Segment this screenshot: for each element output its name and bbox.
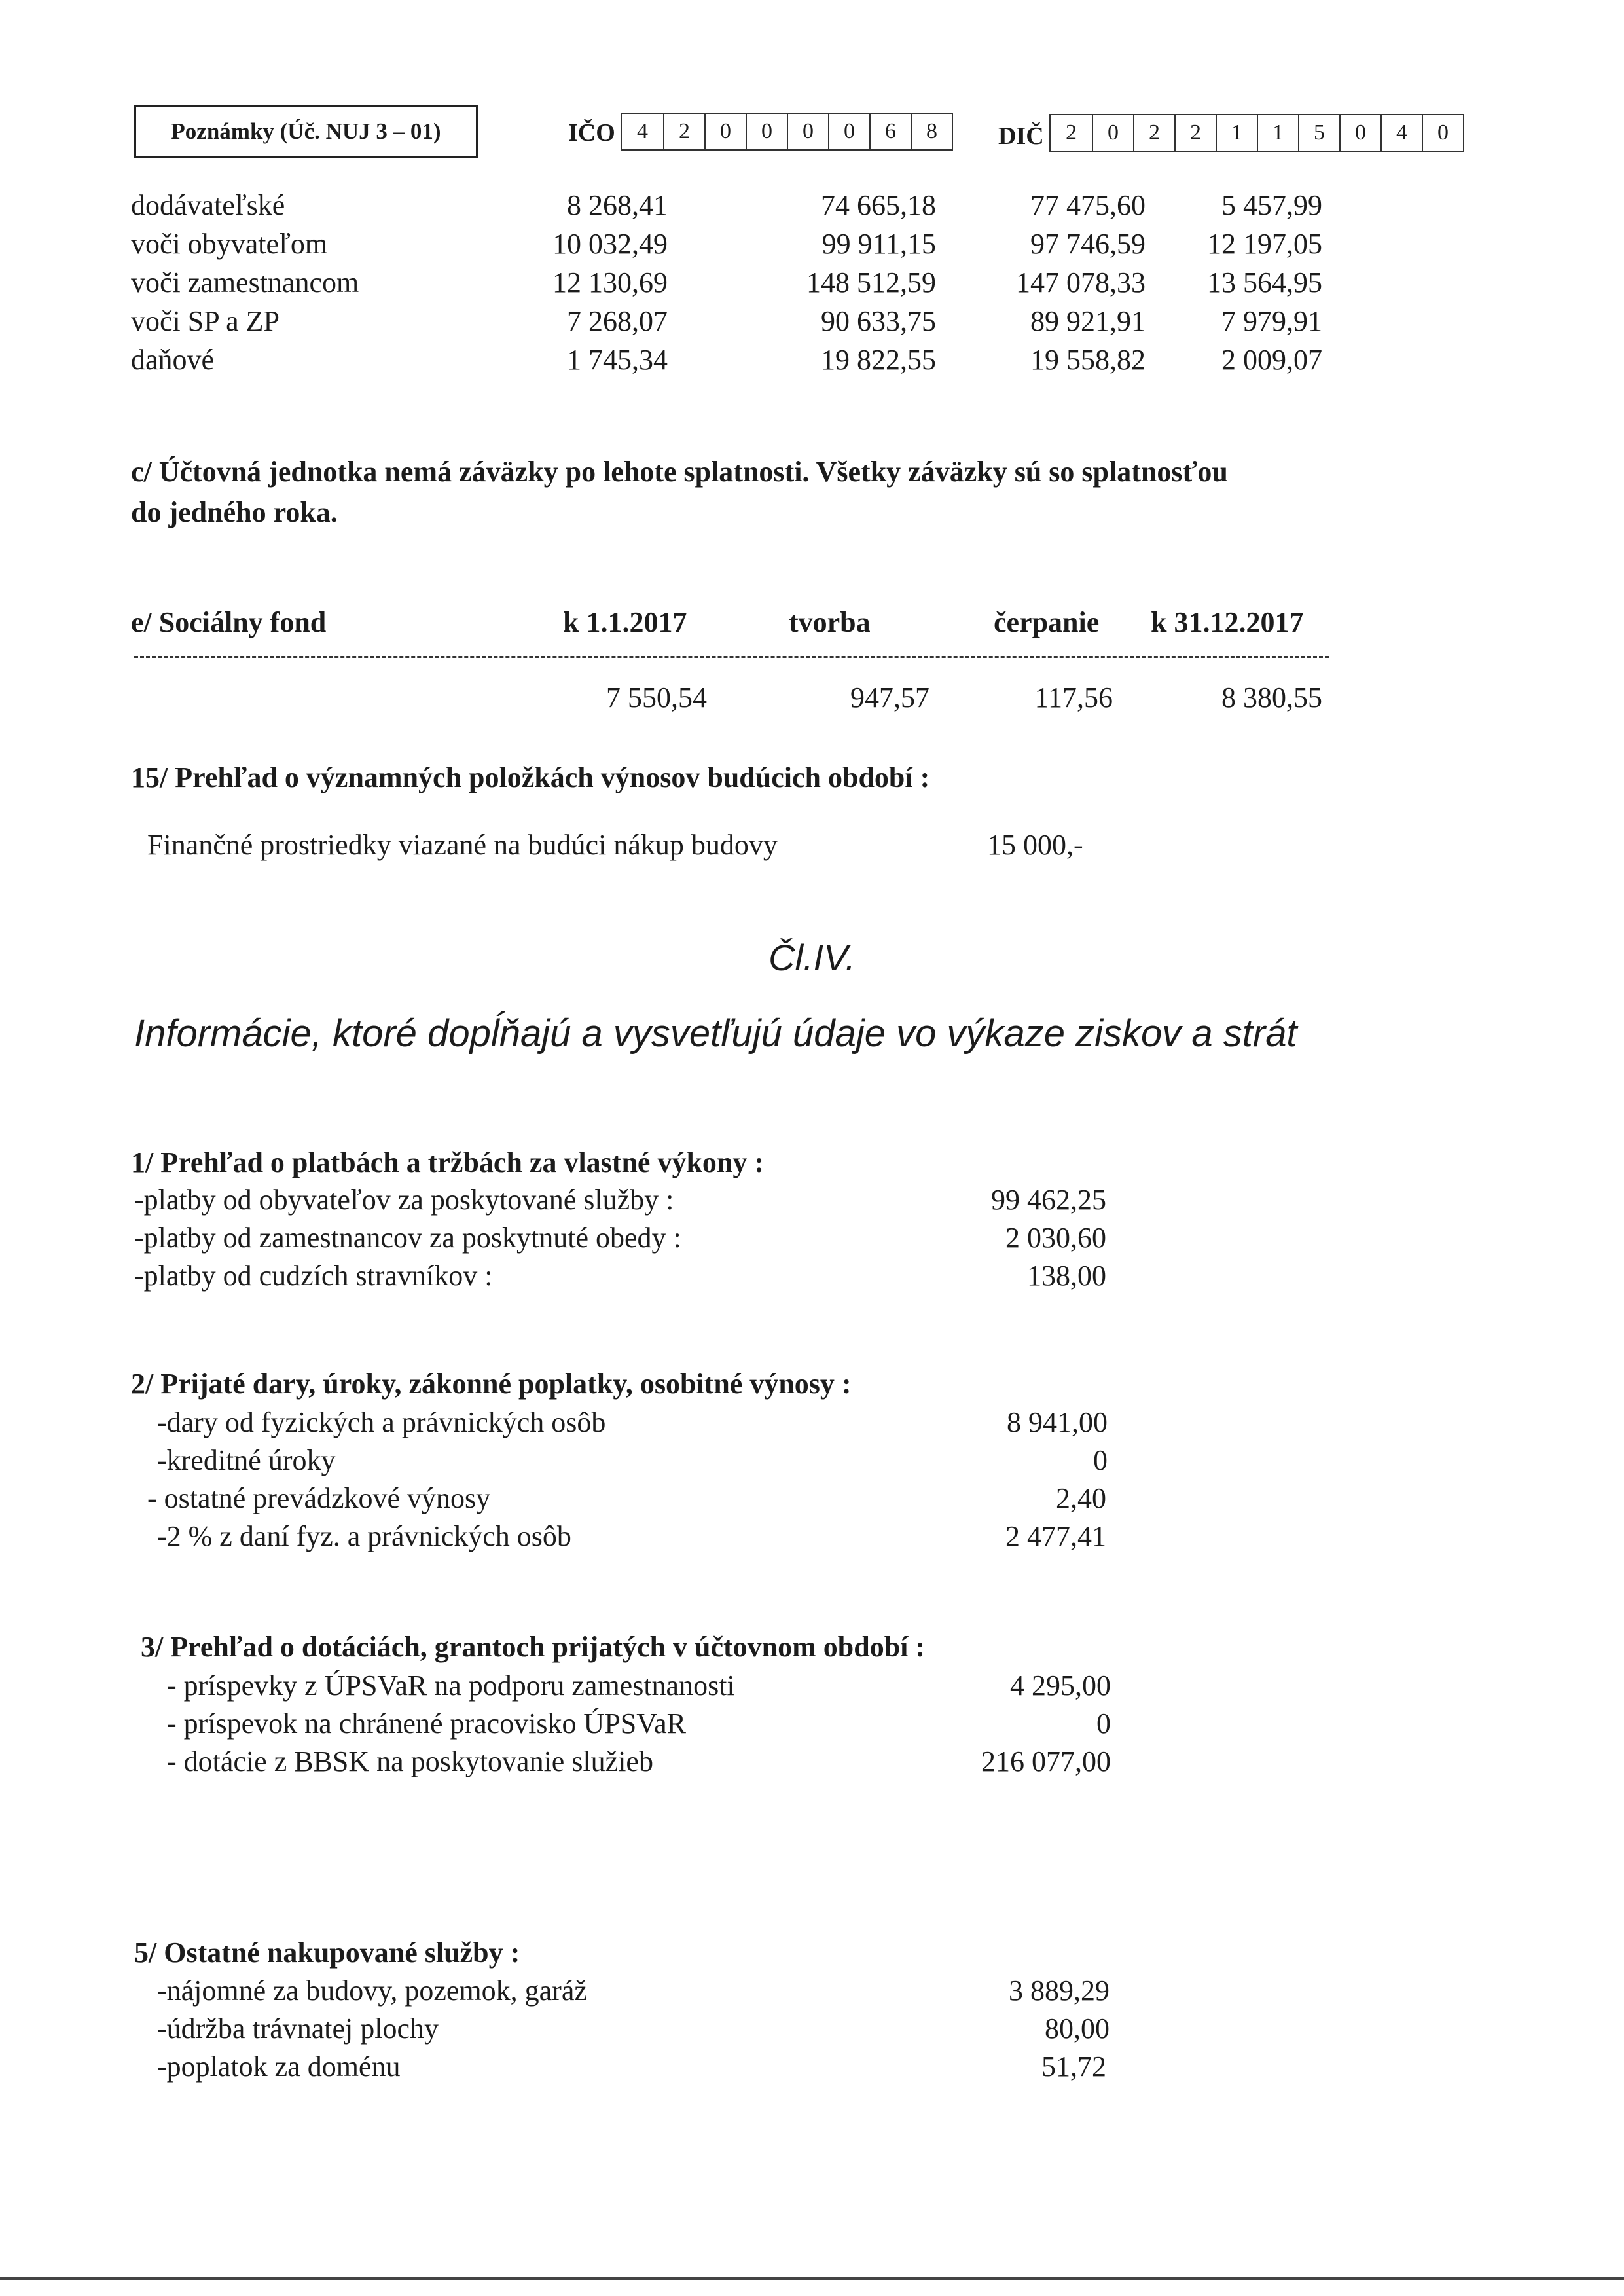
dic-label: DIČ <box>998 122 1044 150</box>
ico-digit: 0 <box>704 114 746 149</box>
item-value: 4 295,00 <box>1010 1669 1111 1702</box>
item-value: 0 <box>1093 1444 1108 1476</box>
ico-digit: 8 <box>911 114 952 149</box>
cell-value: 19 558,82 <box>1030 344 1146 376</box>
item-value: 51,72 <box>1041 2050 1106 2083</box>
cell-value: 147 078,33 <box>1016 266 1146 299</box>
row-label: voči obyvateľom <box>131 228 328 260</box>
cell-value: 117,56 <box>1034 682 1113 714</box>
dic-digit: 2 <box>1133 115 1174 151</box>
row-label: dodávateľské <box>131 189 285 221</box>
item-label: -údržba trávnatej plochy <box>157 2013 439 2045</box>
dic-digit: 0 <box>1422 115 1463 151</box>
cell-value: 90 633,75 <box>821 305 936 337</box>
ico-digit: 0 <box>787 114 828 149</box>
cell-value: 12 130,69 <box>552 266 668 299</box>
item-value: 0 <box>1096 1707 1111 1740</box>
cell-value: 99 911,15 <box>821 228 936 260</box>
cell-value: 10 032,49 <box>552 228 668 260</box>
dic-digit: 1 <box>1257 115 1298 151</box>
column-header: k 31.12.2017 <box>1151 606 1304 638</box>
cell-value: 5 457,99 <box>1221 189 1322 221</box>
item-label: -poplatok za doménu <box>157 2050 401 2083</box>
item-value: 2 477,41 <box>1005 1520 1106 1552</box>
item-value: 2 030,60 <box>1005 1222 1106 1254</box>
ico-digit: 4 <box>637 119 648 143</box>
item-label: -platby od zamestnancov za poskytnuté obedy : <box>134 1222 681 1254</box>
dic-digit: 4 <box>1380 115 1422 151</box>
notes-label-box <box>134 105 478 158</box>
item-label: Finančné prostriedky viazané na budúci nákup budovy <box>147 829 778 861</box>
dic-digit: 1 <box>1216 115 1257 151</box>
column-header: čerpanie <box>994 606 1100 638</box>
cell-value: 7 550,54 <box>606 682 707 714</box>
cell-value: 7 268,07 <box>567 305 668 337</box>
dic-digit: 0 <box>1339 115 1380 151</box>
item-value: 216 077,00 <box>981 1745 1111 1777</box>
item-label: -nájomné za budovy, pozemok, garáž <box>157 1975 587 2007</box>
cell-value: 77 475,60 <box>1030 189 1146 221</box>
ico-digit: 6 <box>869 114 911 149</box>
item-label: - príspevok na chránené pracovisko ÚPSVaR <box>167 1707 687 1740</box>
row-label: daňové <box>131 344 215 376</box>
item-value: 15 000,- <box>987 829 1083 861</box>
dic-digit: 2 <box>1174 115 1216 151</box>
cell-value: 8 380,55 <box>1221 682 1322 714</box>
item-label: -platby od cudzích stravníkov : <box>134 1260 493 1292</box>
cell-value: 13 564,95 <box>1207 266 1322 299</box>
cell-value: 12 197,05 <box>1207 228 1322 260</box>
column-header: tvorba <box>789 606 871 638</box>
item-label: - príspevky z ÚPSVaR na podporu zamestnanosti <box>167 1669 735 1702</box>
ico-digit-boxes <box>621 113 953 151</box>
cell-value: 2 009,07 <box>1221 344 1322 376</box>
chapter-number: Čl.IV. <box>768 937 856 978</box>
dic-digit: 2 <box>1066 120 1077 145</box>
item-label: -2 % z daní fyz. a právnických osôb <box>157 1520 571 1552</box>
cell-value: 19 822,55 <box>821 344 936 376</box>
section-2-title: 2/ Prijaté dary, úroky, zákonné poplatky, osobitné výnosy : <box>131 1368 852 1400</box>
item-label: -dary od fyzických a právnických osôb <box>157 1406 606 1438</box>
cell-value: 97 746,59 <box>1030 228 1146 260</box>
row-label: voči zamestnancom <box>131 266 359 299</box>
social-fund-title: e/ Sociálny fond <box>131 606 327 638</box>
notes-label: Poznámky (Úč. NUJ 3 – 01) <box>171 118 441 144</box>
item-label: - dotácie z BBSK na poskytovanie služieb <box>167 1745 653 1777</box>
section-15-title: 15/ Prehľad o významných položkách výnosov budúcich období : <box>131 761 930 793</box>
item-label: -platby od obyvateľov za poskytované služby : <box>134 1184 674 1216</box>
column-header: k 1.1.2017 <box>563 606 687 638</box>
row-label: voči SP a ZP <box>131 305 280 337</box>
scan-edge-line <box>0 2277 1624 2280</box>
item-value: 99 462,25 <box>991 1184 1106 1216</box>
cell-value: 89 921,91 <box>1030 305 1146 337</box>
dic-digit: 0 <box>1092 115 1133 151</box>
section-c-line1: c/ Účtovná jednotka nemá záväzky po lehote splatnosti. Všetky záväzky sú so splatnosťou <box>131 456 1228 488</box>
section-3-title: 3/ Prehľad o dotáciách, grantoch prijatých v účtovnom období : <box>141 1631 926 1663</box>
item-value: 8 941,00 <box>1007 1406 1108 1438</box>
item-value: 80,00 <box>1045 2013 1110 2045</box>
cell-value: 7 979,91 <box>1221 305 1322 337</box>
item-label: -kreditné úroky <box>157 1444 336 1476</box>
item-value: 138,00 <box>1027 1260 1106 1292</box>
ico-label: IČO <box>568 119 615 147</box>
section-c-line2: do jedného roka. <box>131 496 338 528</box>
dashed-divider <box>134 656 1329 658</box>
dic-digit-boxes <box>1049 114 1464 152</box>
cell-value: 8 268,41 <box>567 189 668 221</box>
item-value: 3 889,29 <box>1009 1975 1110 2007</box>
item-label: - ostatné prevádzkové výnosy <box>147 1482 491 1514</box>
section-5-title: 5/ Ostatné nakupované služby : <box>134 1937 520 1969</box>
section-1-title: 1/ Prehľad o platbách a tržbách za vlastné výkony : <box>131 1146 765 1178</box>
dic-digit: 5 <box>1298 115 1339 151</box>
item-value: 2,40 <box>1056 1482 1106 1514</box>
ico-digit: 0 <box>746 114 787 149</box>
cell-value: 947,57 <box>850 682 929 714</box>
ico-digit: 2 <box>663 114 704 149</box>
ico-digit: 0 <box>828 114 869 149</box>
cell-value: 1 745,34 <box>567 344 668 376</box>
cell-value: 148 512,59 <box>806 266 936 299</box>
chapter-title: Informácie, ktoré dopĺňajú a vysvetľujú údaje vo výkaze ziskov a strát <box>134 1012 1297 1055</box>
cell-value: 74 665,18 <box>821 189 936 221</box>
